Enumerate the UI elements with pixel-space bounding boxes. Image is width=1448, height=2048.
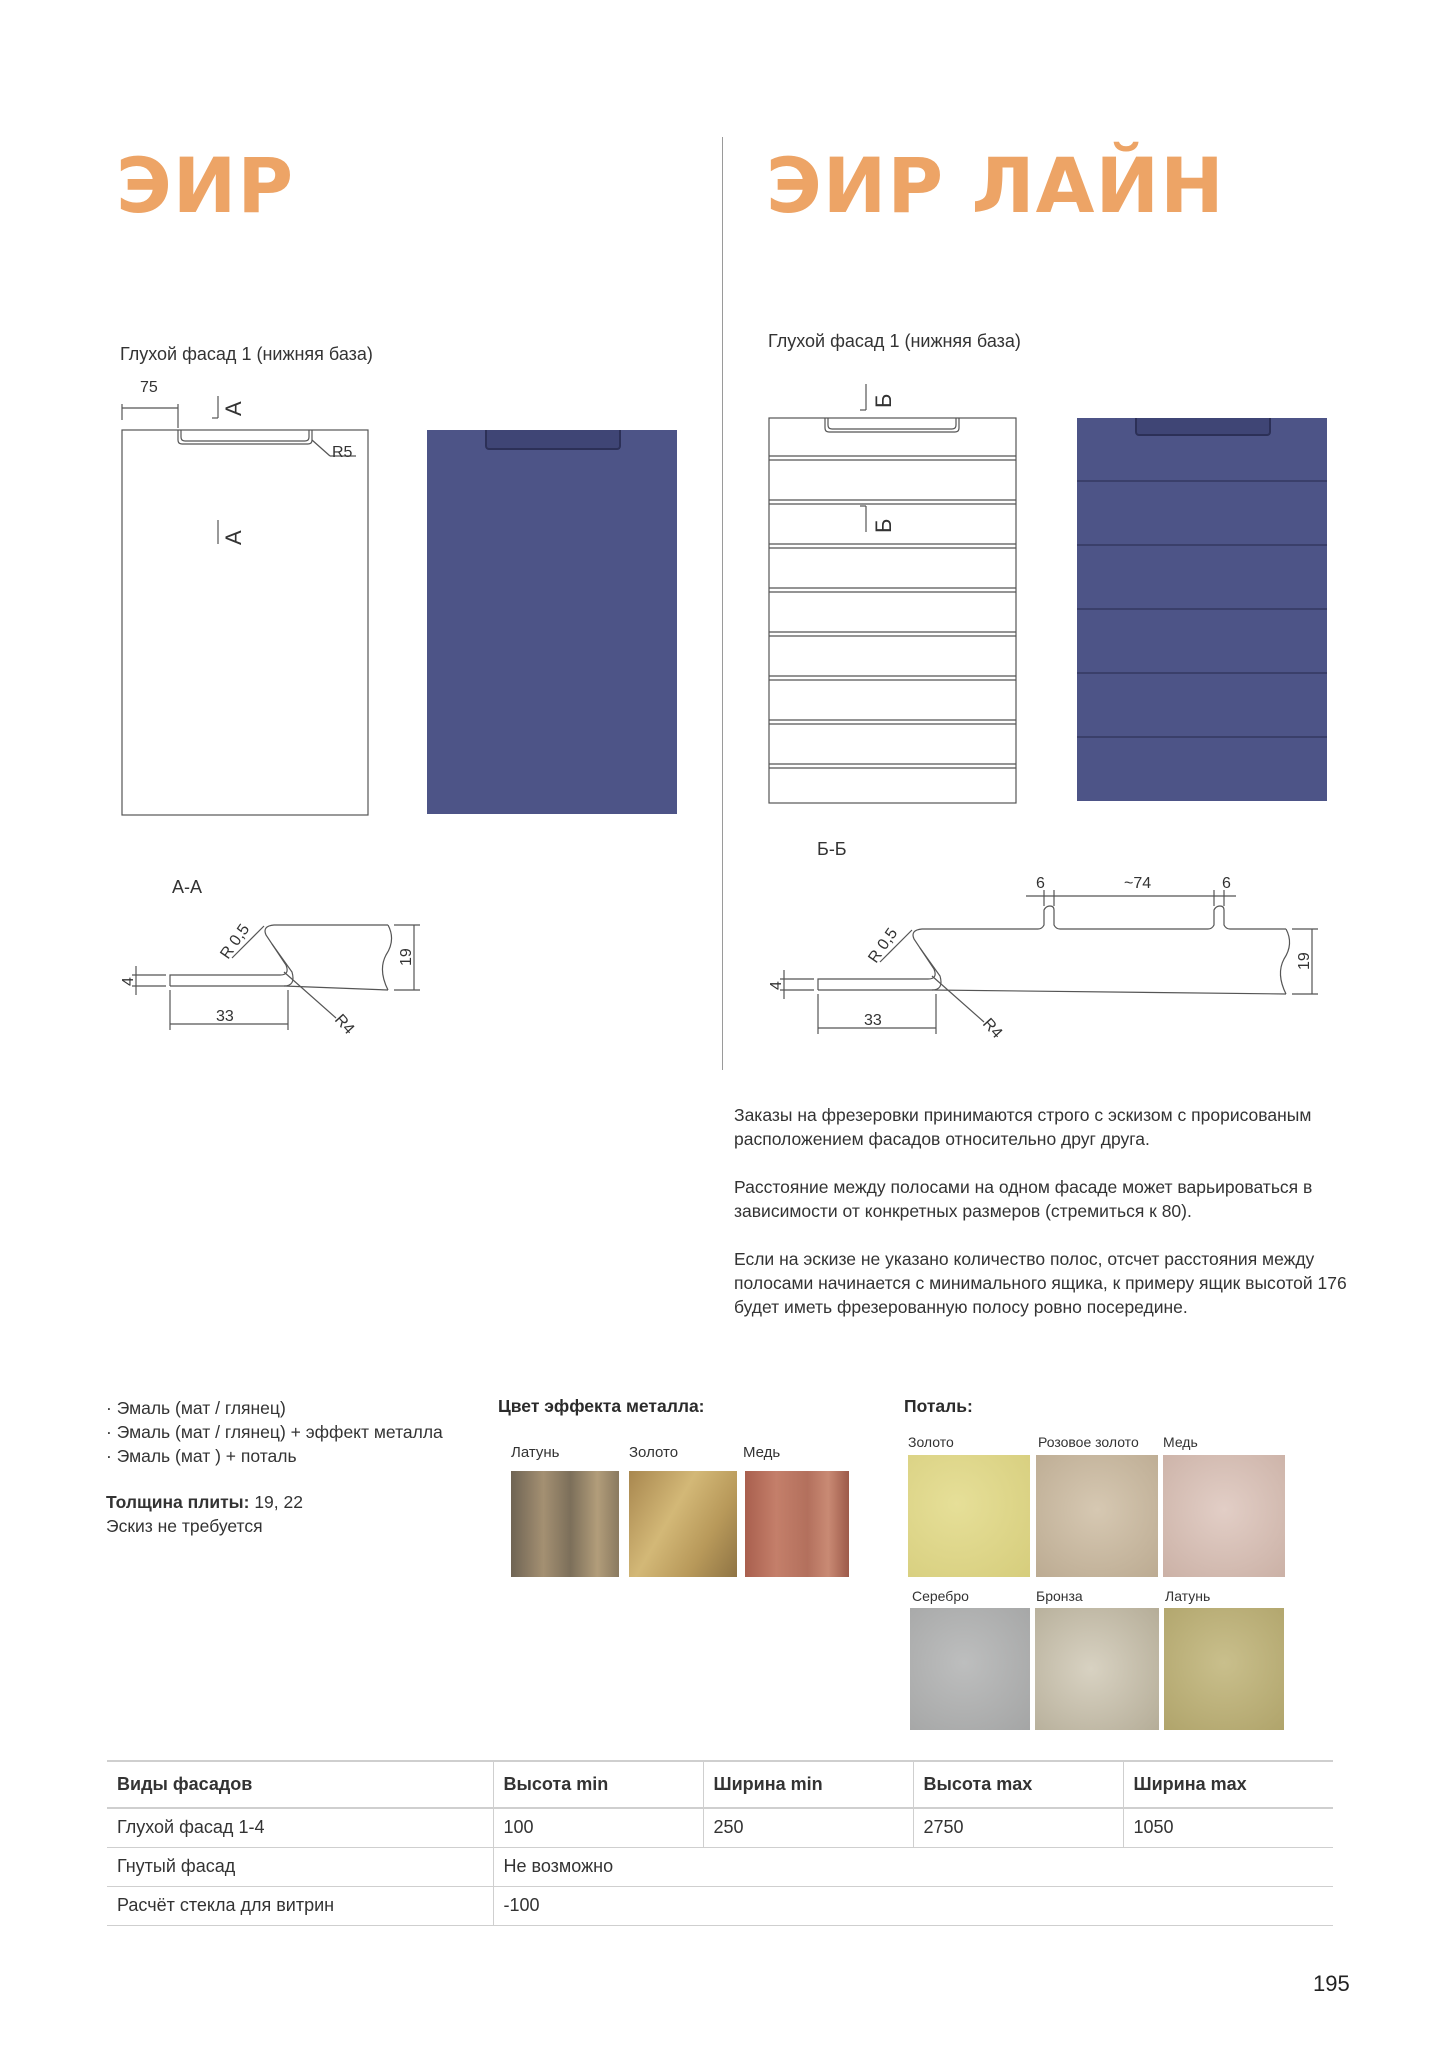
thickness-row — [106, 1490, 443, 1514]
finishes-list — [106, 1396, 443, 1538]
table-cell: 250 — [703, 1808, 913, 1847]
right-d4: 4 — [768, 981, 785, 990]
right-d33: 33 — [864, 1012, 882, 1029]
note-3: Если на эскизе не указано количество полос, отсчет расстояния между полосами начинается с минимального ящика, к примеру ящик высотой 176 будет иметь фрезерованную полосу ровно посередине. — [734, 1249, 1347, 1317]
thickness-label: Толщина плиты: — [106, 1492, 250, 1512]
table-cell: 1050 — [1123, 1808, 1333, 1847]
page-number: 195 — [1313, 1971, 1350, 1996]
table-cell: Гнутый фасад — [107, 1847, 493, 1886]
thickness-value: 19, 22 — [254, 1492, 303, 1512]
stripe-line — [1077, 544, 1327, 546]
potal-title: Поталь: — [904, 1396, 973, 1416]
potal-label: Розовое золото — [1038, 1434, 1139, 1450]
title-eir: ЭИР — [116, 141, 295, 230]
table-cell: -100 — [493, 1886, 1333, 1925]
left-caption: Глухой фасад 1 (нижняя база) — [120, 344, 373, 364]
left-facade-render — [427, 430, 677, 814]
notes-block — [734, 1103, 1379, 1343]
section-mark-a-mid: А — [221, 530, 246, 545]
left-r4: R4 — [331, 1011, 358, 1038]
potal-swatch-copper — [1163, 1455, 1285, 1577]
potal-label: Золото — [908, 1434, 954, 1450]
right-d6a: 6 — [1036, 875, 1045, 892]
metal-swatch-copper — [745, 1471, 849, 1577]
table-header: Ширина max — [1123, 1761, 1333, 1808]
right-d19: 19 — [1296, 952, 1313, 970]
note-2: Расстояние между полосами на одном фасаде может варьироваться в зависимости от конкретных размеров (стремиться к 80). — [734, 1177, 1313, 1221]
section-mark-b-mid: Б — [871, 518, 896, 533]
stripe-line — [1077, 480, 1327, 482]
facade-spec-table — [107, 1760, 1333, 1926]
table-row — [107, 1847, 1333, 1886]
metal-swatch-gold — [629, 1471, 737, 1577]
table-header: Высота min — [493, 1761, 703, 1808]
handle-groove — [1135, 418, 1271, 436]
stripe-line — [1077, 736, 1327, 738]
metal-label: Латунь — [511, 1444, 560, 1461]
table-cell: Глухой фасад 1-4 — [107, 1808, 493, 1847]
left-d4: 4 — [120, 977, 137, 986]
potal-label: Серебро — [912, 1588, 969, 1604]
potal-swatch-rose-gold — [1036, 1455, 1158, 1577]
dim-75: 75 — [140, 379, 158, 396]
table-row — [107, 1886, 1333, 1925]
stripe-line — [1077, 608, 1327, 610]
table-header-row — [107, 1761, 1333, 1808]
table-cell: Не возможно — [493, 1847, 1333, 1886]
metal-swatch-brass — [511, 1471, 619, 1577]
section-mark-a-top: А — [221, 401, 246, 416]
metal-title: Цвет эффекта металла: — [498, 1396, 705, 1416]
sketch-note: Эскиз не требуется — [106, 1516, 263, 1536]
right-caption: Глухой фасад 1 (нижняя база) — [768, 331, 1021, 351]
left-section-profile — [132, 925, 420, 1030]
right-d6b: 6 — [1222, 875, 1231, 892]
potal-label: Латунь — [1165, 1588, 1211, 1604]
table-header: Виды фасадов — [107, 1761, 493, 1808]
table-header: Высота max — [913, 1761, 1123, 1808]
right-facade-drawing — [769, 384, 1016, 803]
potal-swatch-gold — [908, 1455, 1030, 1577]
table-row — [107, 1808, 1333, 1847]
dim-r5: R5 — [332, 444, 353, 461]
potal-label: Бронза — [1036, 1588, 1083, 1604]
finish-item: · Эмаль (мат ) + поталь — [106, 1446, 297, 1466]
metal-label: Золото — [629, 1444, 679, 1461]
potal-swatch-bronze — [1035, 1608, 1159, 1730]
left-d19: 19 — [398, 948, 415, 966]
right-section-label: Б-Б — [817, 839, 847, 859]
table-cell: 100 — [493, 1808, 703, 1847]
left-r05: R 0,5 — [217, 921, 254, 963]
right-r05: R 0,5 — [865, 925, 902, 967]
potal-swatch-silver — [910, 1608, 1030, 1730]
stripe-line — [1077, 672, 1327, 674]
left-section-label: А-А — [172, 877, 203, 897]
table-header: Ширина min — [703, 1761, 913, 1808]
section-mark-b-top: Б — [871, 393, 896, 408]
note-1: Заказы на фрезеровки принимаются строго с эскизом с прорисованым расположением фасадов относительно друг друга. — [734, 1105, 1312, 1149]
right-d74: ~74 — [1124, 875, 1152, 892]
right-facade-render — [1077, 418, 1327, 801]
title-eir-line: ЭИР ЛАЙН — [766, 141, 1225, 230]
right-section-profile — [780, 890, 1318, 1034]
metal-label: Медь — [743, 1444, 781, 1461]
right-r4: R4 — [979, 1015, 1006, 1042]
potal-swatch-brass — [1164, 1608, 1284, 1730]
table-cell: Расчёт стекла для витрин — [107, 1886, 493, 1925]
table-cell: 2750 — [913, 1808, 1123, 1847]
left-d33: 33 — [216, 1008, 234, 1025]
finish-item: · Эмаль (мат / глянец) — [106, 1398, 286, 1418]
finish-item: · Эмаль (мат / глянец) + эффект металла — [106, 1422, 443, 1442]
handle-groove — [485, 430, 621, 450]
potal-label: Медь — [1163, 1434, 1198, 1450]
